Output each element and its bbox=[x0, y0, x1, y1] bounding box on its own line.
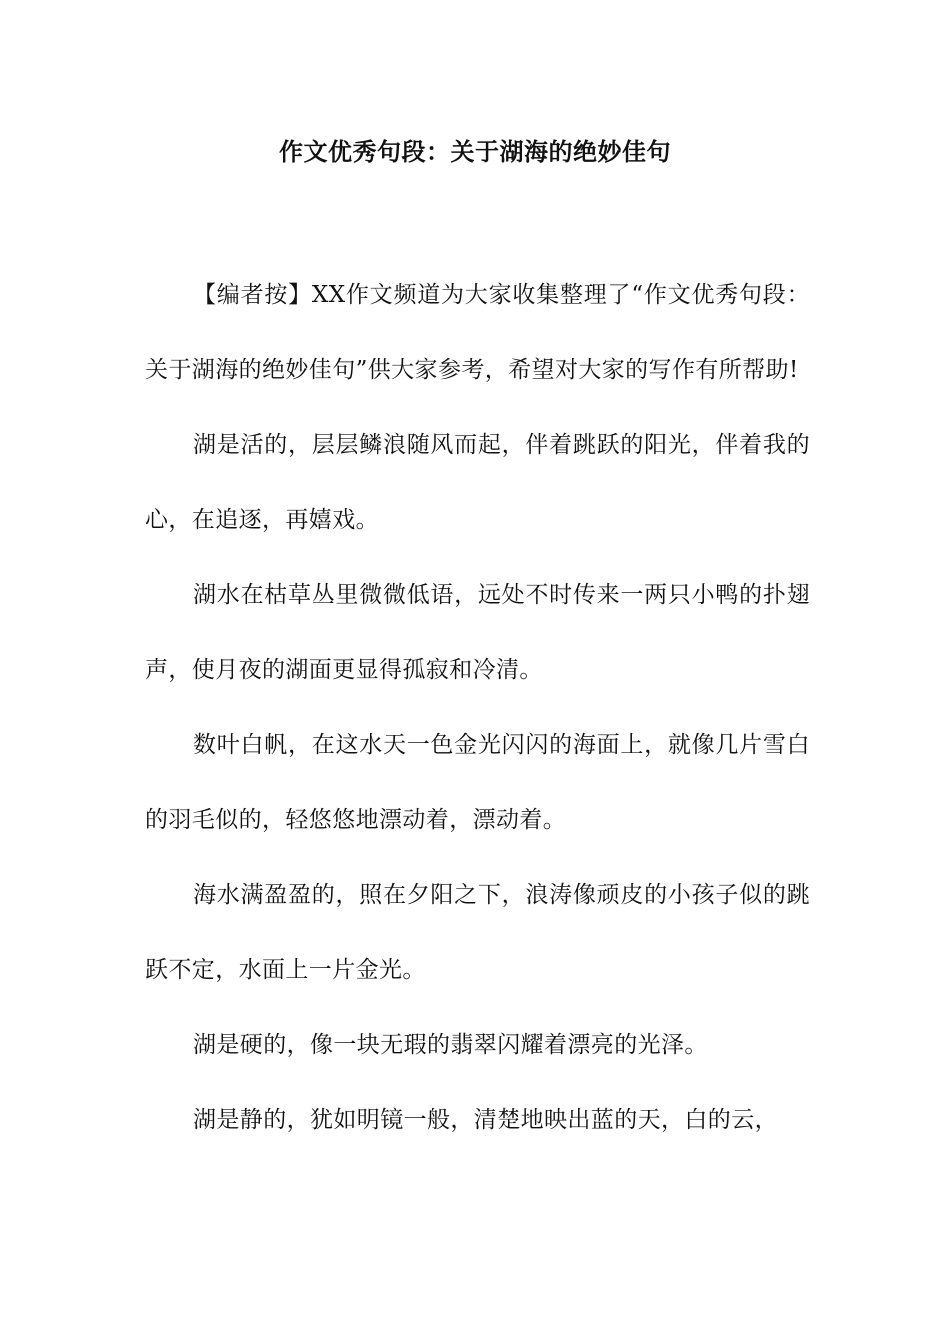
paragraph: 湖是静的，犹如明镜一般，清楚地映出蓝的天，白的云， bbox=[193, 1107, 778, 1133]
paragraph: 湖是硬的，像一块无瑕的翡翠闪耀着漂亮的光泽。 bbox=[193, 1032, 708, 1058]
paragraph: 湖是活的，层层鳞浪随风而起，伴着跳跃的阳光，伴着我的心，在追逐，再嬉戏。 bbox=[145, 432, 810, 533]
paragraph: 海水满盈盈的，照在夕阳之下，浪涛像顽皮的小孩子似的跳跃不定，水面上一片金光。 bbox=[145, 882, 810, 983]
paragraph: 数叶白帆，在这水天一色金光闪闪的海面上，就像几片雪白的羽毛似的，轻悠悠地漂动着，漂动着。 bbox=[145, 732, 810, 833]
document-title: 作文优秀句段：关于湖海的绝妙佳句 bbox=[279, 138, 671, 166]
paragraph-editor-note: 【编者按】XX作文频道为大家收集整理了“作文优秀句段：关于湖海的绝妙佳句”供大家参考，希望对大家的写作有所帮助! bbox=[145, 282, 810, 383]
paragraph: 湖水在枯草丛里微微低语，远处不时传来一两只小鸭的扑翅声，使月夜的湖面更显得孤寂和冷清。 bbox=[145, 582, 810, 683]
document-body bbox=[145, 258, 810, 1158]
